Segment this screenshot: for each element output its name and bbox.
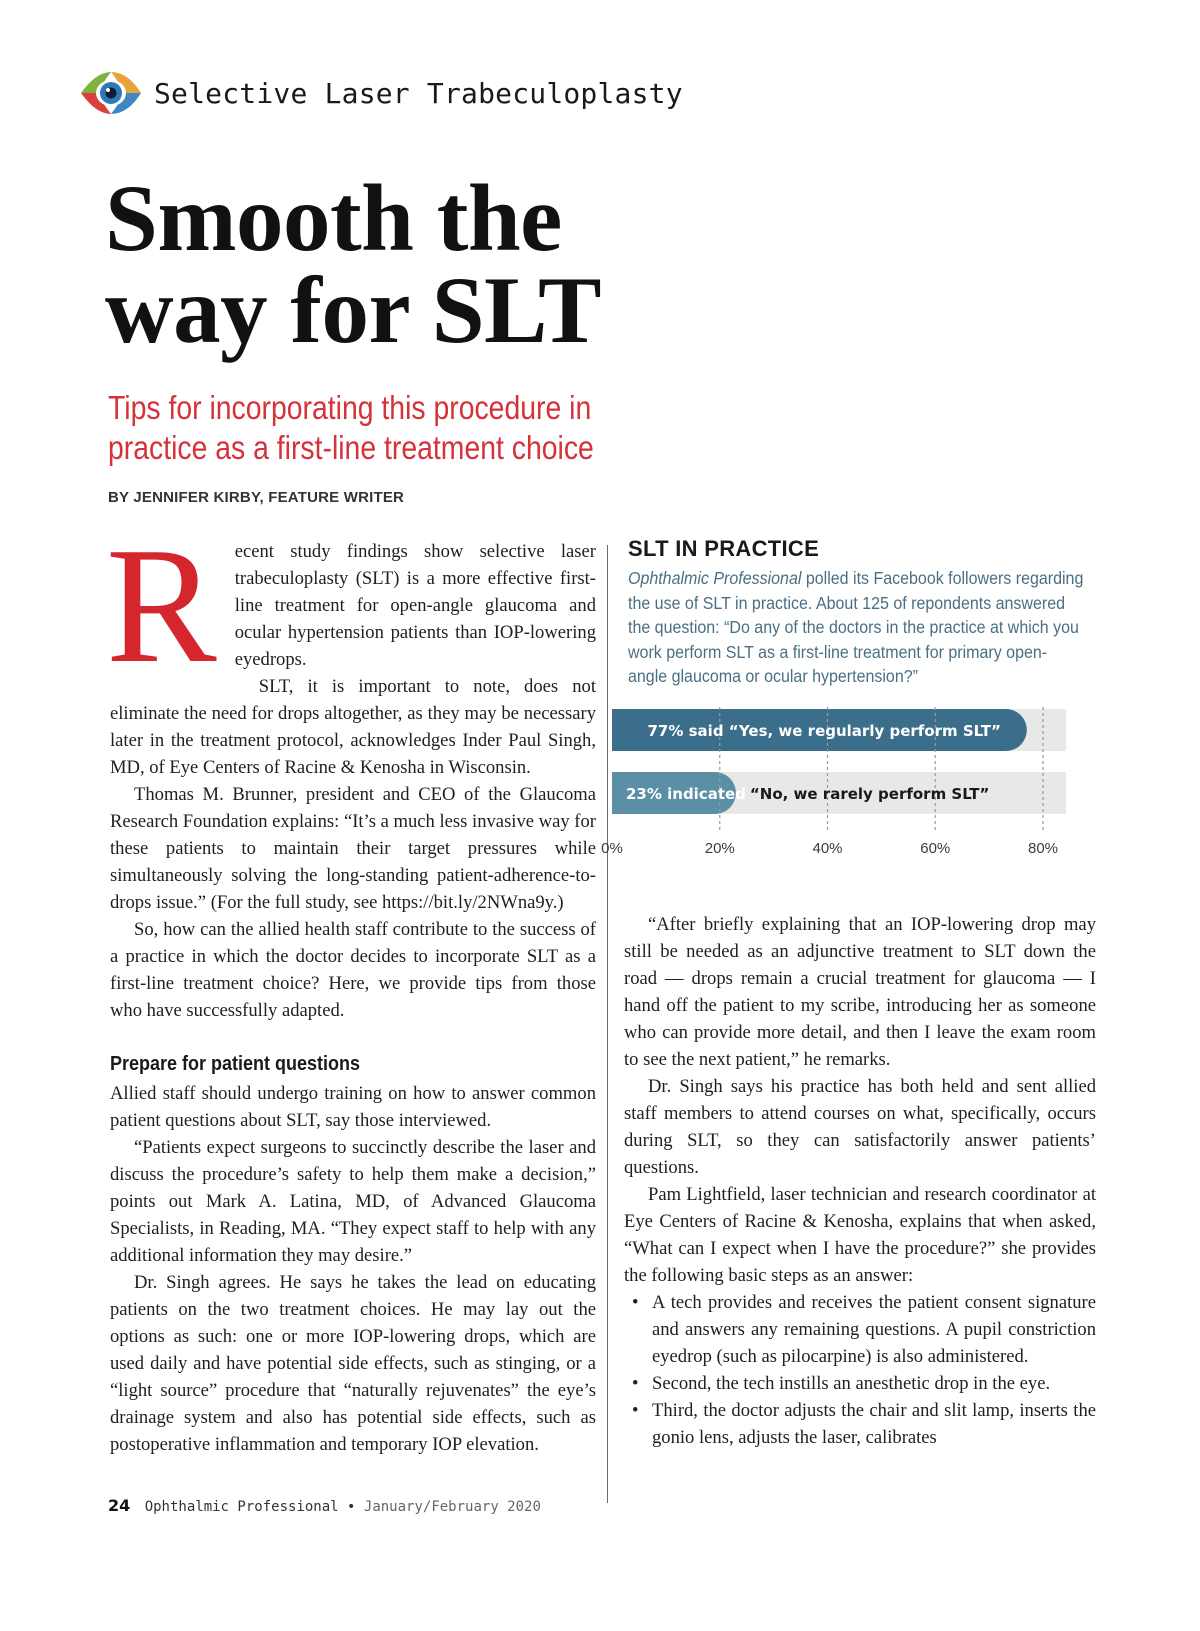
drop-cap: R: [106, 513, 217, 697]
subtitle: [108, 388, 594, 468]
eye-logo-icon: [78, 68, 144, 118]
paragraph-5: Allied staff should undergo training on how to answer common patient questions about SLT, say those interviewed.: [110, 1083, 596, 1131]
list-item: • Second, the tech instills an anesthetic drop in the eye.: [624, 1370, 1096, 1397]
tick-label: 60%: [920, 840, 951, 857]
right-paragraph-2: Dr. Singh says his practice has both held and sent allied staff members to attend courses on what, specifically, occurs during SLT, so they can satisfactorily answer patients’ questions.: [624, 1076, 1096, 1178]
paragraph-3: Thomas M. Brunner, president and CEO of the Glaucoma Research Foundation explains: “It’s a much less invasive way for these patients to maintain their target pressures while simultaneously solving the long-standing patient-adherence-to-drops issue.” (For the full study, see https://bit.ly/2NWna9y.): [110, 784, 596, 913]
right-paragraph-1: “After briefly explaining that an IOP-lowering drop may still be needed as an adjunctive treatment to SLT down the road — drops remain a crucial treatment for glaucoma — I hand off the patient to my scribe, introducing her as someone who can provide more detail, and then I leave the exam room to see the next patient,” he remarks.: [624, 914, 1096, 1070]
section-title: Selective Laser Trabeculoplasty: [154, 76, 683, 110]
sidebar-title: SLT IN PRACTICE: [628, 536, 820, 561]
paragraph-7: Dr. Singh agrees. He says he takes the lead on educating patients on the two treatment choices. He may lay out the options as such: one or more IOP-lowering drops, which are used daily and have potential side effects, such as stinging, or a “light source” procedure that “naturally rejuvenates” the eye’s drainage system and also has potential side effects, such as postoperative inflammation and temporary IOP elevation.: [110, 1272, 596, 1455]
paragraph-4: So, how can the allied health staff contribute to the success of a practice in which the doctor decides to incorporate SLT as a first-line treatment choice? Here, we provide tips from those who have successfully adapted.: [110, 919, 596, 1021]
paragraph-2: SLT, it is important to note, does not eliminate the need for drops altogether, as they may be necessary later in the treatment protocol, acknowledges Inder Paul Singh, MD, of Eye Centers of Racine & Kenosha in Wisconsin.: [110, 676, 596, 778]
bar-label-no: 23% indicated: [626, 785, 746, 803]
subhead-prepare-questions: Prepare for patient questions: [110, 1053, 361, 1075]
intro-text: ecent study findings show selective laser trabeculoplasty (SLT) is a more effective first-line treatment for open-angle glaucoma and ocular hypertension patients than IOP-lowering eyedrops.: [234, 541, 596, 670]
chart-ticks: [601, 840, 1058, 857]
slt-survey-chart: [600, 705, 1100, 885]
subtitle-line-2: practice as a first-line treatment choice: [108, 429, 594, 466]
list-item: • A tech provides and receives the patient consent signature and answers any remaining questions. A pupil constriction eyedrop (such as pilocarpine) is also administered.: [624, 1289, 1096, 1370]
tick-label: 0%: [601, 840, 623, 857]
footer-separator: •: [347, 1499, 356, 1515]
headline: [105, 165, 665, 363]
headline-line-2: way for SLT: [105, 257, 602, 363]
byline: BY JENNIFER KIRBY, FEATURE WRITER: [108, 489, 405, 506]
sidebar-source: Ophthalmic Professional: [628, 568, 802, 588]
sidebar-body: polled its Facebook followers regarding the use of SLT in practice. About 125 of repondents answered the question: “Do any of the doctors in the practice at which you work perform SLT as a first-line treatment for primary open-angle glaucoma or ocular hypertension?”: [628, 568, 1084, 687]
bar-label-no-outside: “No, we rarely perform SLT”: [749, 785, 990, 803]
list-item: • Third, the doctor adjusts the chair and slit lamp, inserts the gonio lens, adjusts the laser, calibrates: [624, 1397, 1096, 1451]
page-footer: [108, 1496, 541, 1515]
headline-line-1: Smooth the: [105, 165, 562, 271]
tick-label: 40%: [812, 840, 843, 857]
procedure-steps-list: [624, 1289, 1096, 1451]
page-number: 24: [108, 1496, 131, 1515]
bar-label-yes: 77% said “Yes, we regularly perform SLT”: [647, 722, 1001, 740]
intro-paragraph: [106, 513, 596, 697]
subtitle-line-1: Tips for incorporating this procedure in: [108, 389, 592, 426]
issue-date: January/February 2020: [363, 1499, 541, 1515]
section-header: [78, 68, 683, 118]
right-paragraph-3: Pam Lightfield, laser technician and research coordinator at Eye Centers of Racine & Kenosha, explains that when asked, “What can I expect when I have the procedure?” she provides the following basic steps as an answer:: [624, 1184, 1096, 1286]
tick-label: 20%: [704, 840, 735, 857]
paragraph-6: “Patients expect surgeons to succinctly describe the laser and discuss the procedure’s safety to help them make a decision,” points out Mark A. Latina, MD, of Advanced Glaucoma Specialists, in Reading, MA. “They expect staff to help with any additional information they may desire.”: [110, 1137, 596, 1266]
right-column: [624, 911, 1096, 1451]
tick-label: 80%: [1027, 840, 1059, 857]
left-column: [106, 513, 596, 1458]
publication-name: Ophthalmic Professional: [144, 1499, 339, 1515]
sidebar-text: [628, 566, 1083, 689]
column-divider: [607, 545, 608, 1503]
